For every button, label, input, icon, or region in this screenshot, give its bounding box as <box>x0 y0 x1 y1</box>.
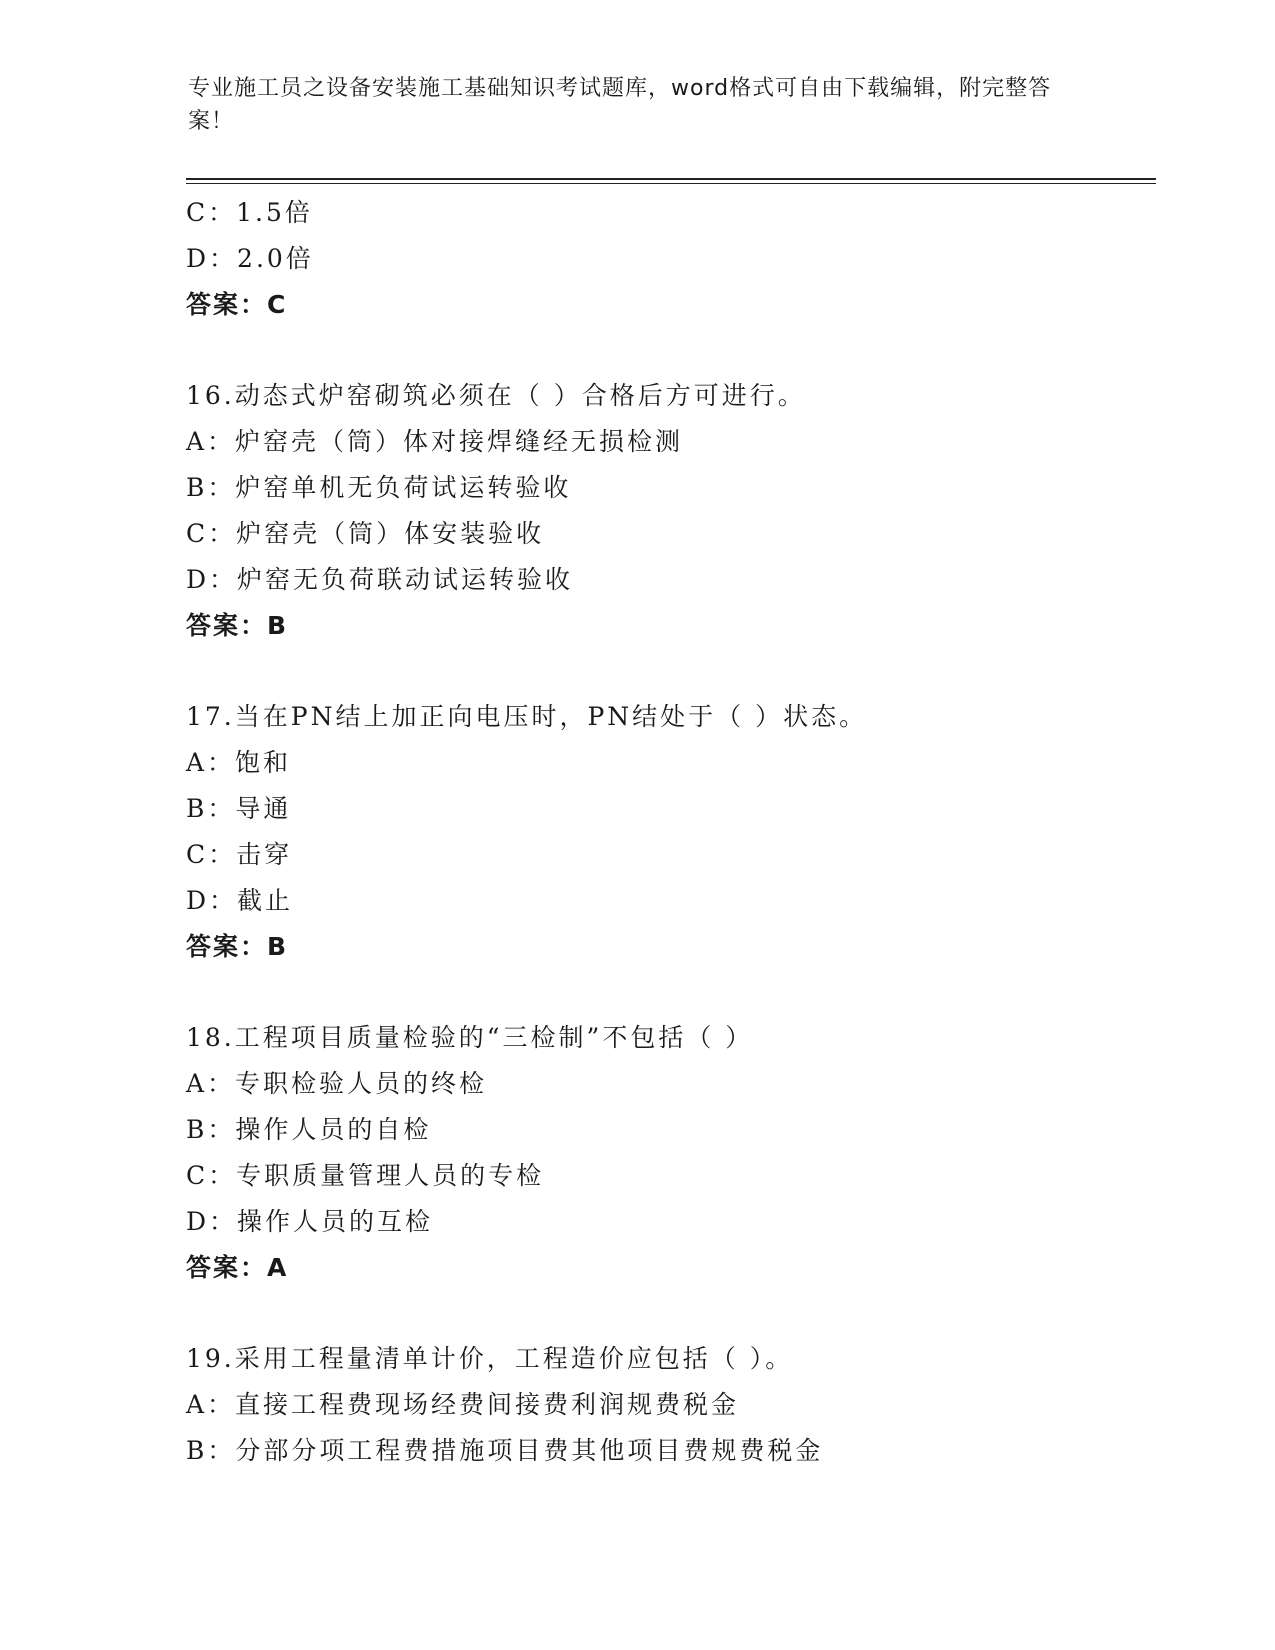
option-d: D：操作人员的互检 <box>186 1207 434 1236</box>
spacer <box>186 649 1146 694</box>
option-b: B：炉窑单机无负荷试运转验收 <box>186 473 572 502</box>
option-a: A：专职检验人员的终检 <box>186 1069 488 1098</box>
answer: 答案：C <box>186 290 288 319</box>
option-c: C：炉窑壳（筒）体安装验收 <box>186 519 545 548</box>
header-divider-thin <box>186 183 1156 184</box>
option-d: D：2.0倍 <box>186 244 314 273</box>
answer: 答案：A <box>186 1253 289 1282</box>
question-stem: 17.当在PN结上加正向电压时，PN结处于（ ）状态。 <box>186 702 868 731</box>
option-c: C：1.5倍 <box>186 198 313 227</box>
option-d: D：炉窑无负荷联动试运转验收 <box>186 565 574 594</box>
question-stem: 19.采用工程量清单计价，工程造价应包括（ ）。 <box>186 1344 794 1373</box>
question-18 <box>186 1015 1146 1291</box>
question-17 <box>186 694 1146 970</box>
option-b: B：导通 <box>186 794 292 823</box>
answer: 答案：B <box>186 932 289 961</box>
spacer <box>186 1291 1146 1336</box>
spacer <box>186 970 1146 1015</box>
header-divider <box>186 178 1156 180</box>
answer: 答案：B <box>186 611 289 640</box>
option-d: D：截止 <box>186 886 294 915</box>
option-b: B：操作人员的自检 <box>186 1115 432 1144</box>
option-a: A：直接工程费现场经费间接费利润规费税金 <box>186 1390 740 1419</box>
option-b: B：分部分项工程费措施项目费其他项目费规费税金 <box>186 1436 824 1465</box>
spacer <box>186 328 1146 373</box>
question-19 <box>186 1336 1146 1474</box>
question-16 <box>186 373 1146 649</box>
option-a: A：炉窑壳（筒）体对接焊缝经无损检测 <box>186 427 684 456</box>
question-stem: 16.动态式炉窑砌筑必须在（ ）合格后方可进行。 <box>186 381 806 410</box>
option-a: A：饱和 <box>186 748 292 777</box>
question-stem: 18.工程项目质量检验的“三检制”不包括（ ） <box>186 1023 754 1052</box>
option-c: C：击穿 <box>186 840 293 869</box>
question-15-partial <box>186 190 1146 328</box>
option-c: C：专职质量管理人员的专检 <box>186 1161 545 1190</box>
page-header: 专业施工员之设备安装施工基础知识考试题库，word格式可自由下载编辑，附完整答案！ <box>188 76 1052 134</box>
exam-content <box>186 190 1146 1474</box>
